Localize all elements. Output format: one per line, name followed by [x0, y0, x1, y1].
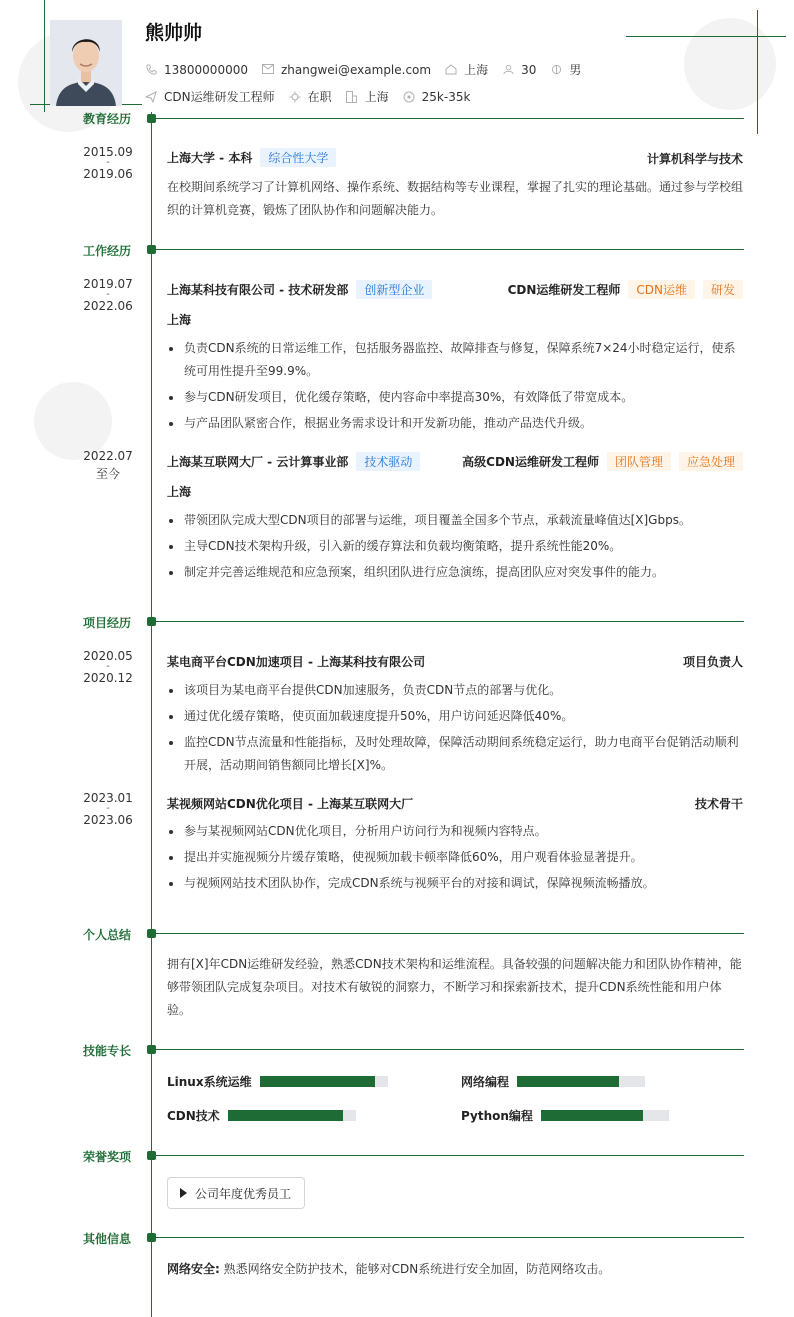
- work-bullets: [167, 337, 744, 438]
- work-city: 上海: [167, 313, 192, 327]
- status-text: 在职: [307, 90, 332, 104]
- gender-text: 男: [569, 63, 582, 77]
- section-divider: [156, 118, 744, 119]
- work-position: [462, 452, 743, 471]
- date-present: 至今: [95, 467, 120, 481]
- list-item: 该项目为某电商平台提供CDN加速服务，负责CDN节点的部署与优化。: [167, 679, 744, 702]
- section-divider: [156, 621, 744, 622]
- company-tag: 技术驱动: [356, 452, 420, 471]
- work-company: [167, 452, 420, 471]
- email-item: [262, 63, 431, 77]
- award-item: [167, 1177, 305, 1209]
- section-dot: [147, 1233, 156, 1242]
- position-title: CDN运维研发工程师: [507, 283, 621, 297]
- salary-item: [403, 90, 471, 104]
- send-icon: [145, 91, 157, 103]
- project-title: 某电商平台CDN加速项目 - 上海某科技有限公司: [167, 655, 426, 669]
- position-tag: CDN运维: [628, 280, 695, 299]
- project-bullets: [167, 820, 744, 898]
- work-date: [62, 278, 154, 312]
- date-start: 2019.07: [83, 277, 133, 291]
- company-name: 上海某科技有限公司 - 技术研发部: [167, 283, 349, 297]
- job-row: [145, 88, 484, 105]
- skill-item: [167, 1073, 388, 1090]
- other-label: 网络安全:: [167, 1262, 220, 1276]
- status-item: [289, 88, 332, 105]
- project-title: 某视频网站CDN优化项目 - 上海某互联网大厂: [167, 797, 414, 811]
- project-bullets: [167, 679, 744, 780]
- education-school: [167, 148, 336, 167]
- job-title-item: [145, 88, 275, 105]
- date-separator: -: [106, 157, 110, 168]
- education-description: 在校期间系统学习了计算机网络、操作系统、数据结构等专业课程，掌握了扎实的理论基础。通过参与学校组织的计算机竞赛，锻炼了团队协作和问题解决能力。: [167, 180, 744, 217]
- location-item: [445, 61, 488, 78]
- position-tag: 研发: [703, 280, 743, 299]
- date-start: 2020.05: [83, 649, 133, 663]
- award-text: 公司年度优秀员工: [195, 1186, 292, 1201]
- skill-bar: [541, 1110, 669, 1121]
- date-start: 2023.01: [83, 791, 133, 805]
- position-title: 高级CDN运维研发工程师: [462, 455, 599, 469]
- date-separator: -: [106, 803, 110, 814]
- skill-bar-fill: [517, 1076, 619, 1087]
- date-separator: -: [106, 289, 110, 300]
- skill-bar: [517, 1076, 645, 1087]
- mail-icon: [262, 64, 274, 76]
- decor-line: [44, 0, 45, 112]
- city-item: [346, 88, 389, 105]
- gender-icon: [550, 64, 562, 76]
- avatar: [50, 20, 122, 106]
- section-divider: [156, 1237, 744, 1238]
- education-major: 计算机科学与技术: [646, 152, 743, 166]
- section-divider: [156, 1049, 744, 1050]
- company-tag: 创新型企业: [356, 280, 432, 299]
- section-title-skills: 技能专长: [83, 1044, 132, 1058]
- company-name: 上海某互联网大厂 - 云计算事业部: [167, 455, 349, 469]
- skill-item: [461, 1107, 669, 1124]
- age-item: [502, 63, 536, 77]
- section-dot: [147, 114, 156, 123]
- user-icon: [502, 64, 514, 76]
- skill-bar: [260, 1076, 388, 1087]
- section-title-education: 教育经历: [83, 112, 132, 126]
- skill-name: Python编程: [461, 1109, 533, 1123]
- list-item: 主导CDN技术架构升级，引入新的缓存算法和负载均衡策略，提升系统性能20%。: [167, 535, 744, 558]
- section-title-projects: 项目经历: [83, 616, 132, 630]
- phone-text: 13800000000: [164, 62, 248, 77]
- date-end: 2023.06: [83, 813, 133, 827]
- work-bullets: [167, 509, 744, 587]
- date-end: 2019.06: [83, 167, 133, 181]
- date-end: 2020.12: [83, 671, 133, 685]
- date-start: 2022.07: [83, 449, 133, 463]
- section-dot: [147, 929, 156, 938]
- skill-name: Linux系统运维: [167, 1075, 252, 1089]
- list-item: 监控CDN节点流量和性能指标，及时处理故障，保障活动期间系统稳定运行，助力电商平台促销活动顺利开展，活动期间销售额同比增长[X]%。: [167, 731, 744, 777]
- list-item: 负责CDN系统的日常运维工作，包括服务器监控、故障排查与修复，保障系统7×24小时稳定运行，使系统可用性提升至99.9%。: [167, 337, 744, 383]
- section-divider: [156, 1155, 744, 1156]
- project-role: 技术骨干: [694, 797, 743, 811]
- position-tag: 应急处理: [679, 452, 743, 471]
- decor-line: [626, 36, 786, 37]
- section-title-summary: 个人总结: [83, 928, 132, 942]
- section-title-honors: 荣誉奖项: [83, 1150, 132, 1164]
- list-item: 制定并完善运维规范和应急预案，组织团队进行应急演练，提高团队应对突发事件的能力。: [167, 561, 744, 584]
- work-company: [167, 280, 432, 299]
- contact-row: [145, 61, 595, 78]
- section-dot: [147, 617, 156, 626]
- skill-bar: [228, 1110, 356, 1121]
- date-end: 2022.06: [83, 299, 133, 313]
- school-tag: 综合性大学: [260, 148, 336, 167]
- date-start: 2015.09: [83, 145, 133, 159]
- section-divider: [156, 933, 744, 934]
- decor-circle: [684, 18, 776, 110]
- section-dot: [147, 1151, 156, 1160]
- skill-bar-fill: [260, 1076, 375, 1087]
- section-dot: [147, 245, 156, 254]
- gender-item: [550, 61, 581, 78]
- date-separator: -: [106, 661, 110, 672]
- building-icon: [346, 91, 358, 103]
- position-tag: 团队管理: [607, 452, 671, 471]
- list-item: 带领团队完成大型CDN项目的部署与运维，项目覆盖全国多个节点，承载流量峰值达[X]Gbps。: [167, 509, 744, 532]
- skill-name: 网络编程: [461, 1075, 510, 1089]
- skill-name: CDN技术: [167, 1109, 220, 1123]
- location-text: 上海: [464, 63, 489, 77]
- candidate-name: 熊帅帅: [145, 22, 203, 44]
- list-item: 参与CDN研发项目，优化缓存策略，使内容命中率提高30%，有效降低了带宽成本。: [167, 386, 744, 409]
- work-city: 上海: [167, 485, 192, 499]
- education-date: [62, 146, 154, 180]
- list-item: 与视频网站技术团队协作，完成CDN系统与视频平台的对接和调试，保障视频流畅播放。: [167, 872, 744, 895]
- list-item: 与产品团队紧密合作，根据业务需求设计和开发新功能，推动产品迭代升级。: [167, 412, 744, 435]
- status-icon: [289, 91, 301, 103]
- skill-item: [461, 1073, 645, 1090]
- summary-text: 拥有[X]年CDN运维研发经验，熟悉CDN技术架构和运维流程。具备较强的问题解决能力和团队协作精神，能够带领团队完成复杂项目。对技术有敏锐的洞察力，不断学习和探索新技术，提升CDN系统性能和用户体验。: [167, 957, 742, 1017]
- list-item: 参与某视频网站CDN优化项目，分析用户访问行为和视频内容特点。: [167, 820, 744, 843]
- job-title-text: CDN运维研发工程师: [164, 90, 275, 104]
- salary-icon: [403, 91, 415, 103]
- section-title-other: 其他信息: [83, 1232, 132, 1246]
- skill-bar-fill: [541, 1110, 643, 1121]
- project-date: [62, 792, 154, 826]
- list-item: 提出并实施视频分片缓存策略，使视频加载卡顿率降低60%，用户观看体验显著提升。: [167, 846, 744, 869]
- list-item: 通过优化缓存策略，使页面加载速度提升50%，用户访问延迟降低40%。: [167, 705, 744, 728]
- other-info: [167, 1259, 610, 1279]
- age-text: 30: [521, 62, 537, 77]
- section-divider: [156, 249, 744, 250]
- school-name: 上海大学 - 本科: [167, 151, 253, 165]
- salary-text: 25k-35k: [421, 89, 471, 104]
- decor-line: [757, 10, 758, 134]
- section-title-work: 工作经历: [83, 244, 132, 258]
- city-text: 上海: [364, 90, 389, 104]
- home-icon: [445, 64, 457, 76]
- phone-icon: [145, 64, 157, 76]
- work-position: [508, 280, 743, 299]
- section-dot: [147, 1045, 156, 1054]
- other-text: 熟悉网络安全防护技术，能够对CDN系统进行安全加固，防范网络攻击。: [223, 1262, 611, 1276]
- work-date: [62, 450, 154, 480]
- project-date: [62, 650, 154, 684]
- project-role: 项目负责人: [682, 655, 743, 669]
- skill-item: [167, 1107, 356, 1124]
- skill-bar-fill: [228, 1110, 343, 1121]
- phone-item: [145, 63, 248, 77]
- play-icon: [180, 1188, 187, 1198]
- email-text: zhangwei@example.com: [280, 62, 432, 77]
